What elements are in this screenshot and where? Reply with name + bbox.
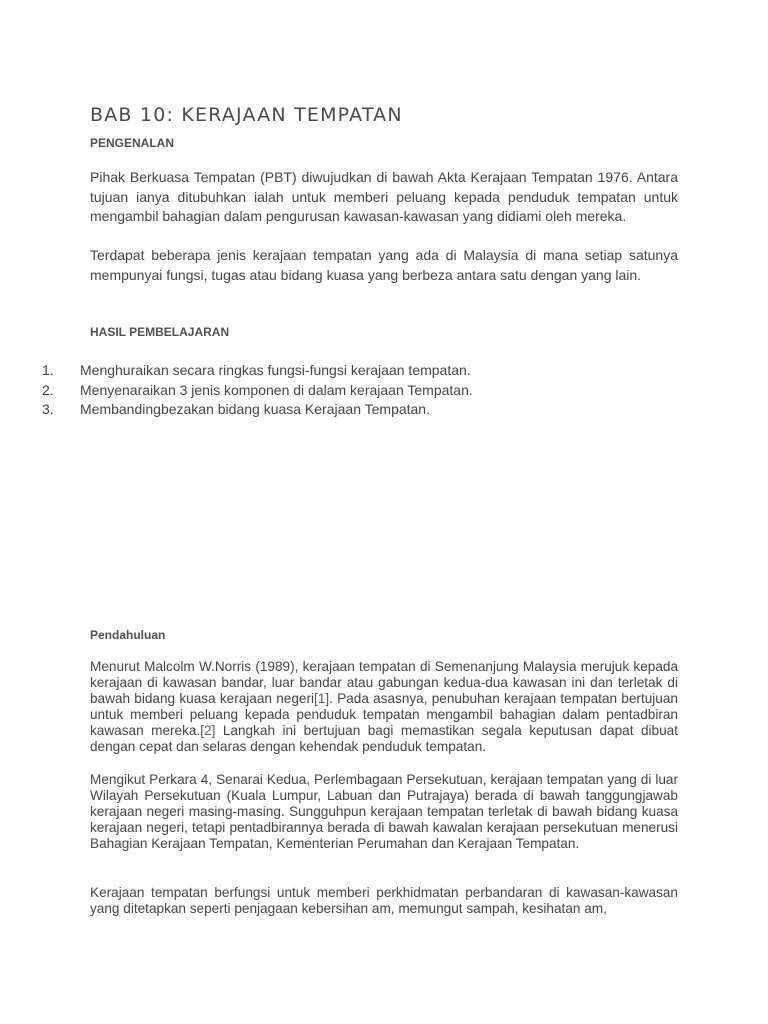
intro-paragraph-2: Terdapat beberapa jenis kerajaan tempatan yang ada di Malaysia di mana setiap satunya mempunyai fungsi, tugas atau bidang kuasa yang berbeza antara satu dengan yang lain. [90,247,678,283]
learning-outcomes-list [42,361,473,420]
list-number: 2. [42,381,54,398]
pendahuluan-paragraph-2: Mengikut Perkara 4, Senarai Kedua, Perlembagaan Persekutuan, kerajaan tempatan yang di luar Wilayah Persekutuan (Kuala Lumpur, Labuan dan Putrajaya) berada di bawah tanggungjawab kerajaan negeri masing-masing. Sungguhpun kerajaan tempatan terletak di bawah bidang kuasa kerajaan negeri, tetapi pentadbirannya berada di bawah kawalan kerajaan persekutuan menerusi Bahagian Kerajaan Tempatan, Kementerian Perumahan dan Kerajaan Tempatan. [90,772,678,851]
page-title: BAB 10: KERAJAAN TEMPATAN [90,104,403,126]
list-number: 3. [42,401,54,417]
paragraph-text: Menurut Malcolm W.Norris (1989), kerajaan tempatan di Semenanjung Malaysia merujuk kepada kerajaan di kawasan bandar, luar bandar atau gabungan kedua-dua kawasan ini dan terletak di bawah bidang kuasa kerajaan negeri [90,659,678,706]
footnote-ref-1[interactable]: [1] [314,691,330,706]
footnote-ref-2[interactable]: [2] [200,723,216,738]
list-item-text: Menyenaraikan 3 jenis komponen di dalam kerajaan Tempatan. [80,381,473,398]
list-item [42,361,473,381]
pendahuluan-paragraph-1 [90,659,678,755]
heading-hasil-pembelajaran: HASIL PEMBELAJARAN [90,325,230,339]
list-item-text: Menghuraikan secara ringkas fungsi-fungsi kerajaan tempatan. [80,362,471,378]
list-item-text: Membandingbezakan bidang kuasa Kerajaan Tempatan. [80,401,430,417]
intro-paragraph-1: Pihak Berkuasa Tempatan (PBT) diwujudkan di bawah Akta Kerajaan Tempatan 1976. Antara tujuan ianya ditubuhkan ialah untuk memberi peluang kepada penduduk tempatan untuk mengambil bahagian dalam pengurusan kawasan-kawasan yang didiami oleh mereka. [90,169,678,224]
heading-pengenalan: PENGENALAN [90,136,175,150]
paragraph-text: Langkah ini bertujuan bagi memastikan segala keputusan dapat dibuat dengan cepat dan selaras dengan kehendak penduduk tempatan. [90,723,678,754]
heading-pendahuluan: Pendahuluan [90,628,166,642]
pendahuluan-paragraph-3: Kerajaan tempatan berfungsi untuk memberi perkhidmatan perbandaran di kawasan-kawasan yang ditetapkan seperti penjagaan kebersihan am, memungut sampah, kesihatan am, [90,885,678,916]
list-item [42,400,473,420]
list-item [42,381,473,401]
list-number: 1. [42,362,54,378]
paragraph-text: . Pada asasnya, penubuhan kerajaan tempatan bertujuan untuk memberi peluang kepada penduduk tempatan mengambil bahagian dalam pentadbiran kawasan mereka. [90,691,678,738]
